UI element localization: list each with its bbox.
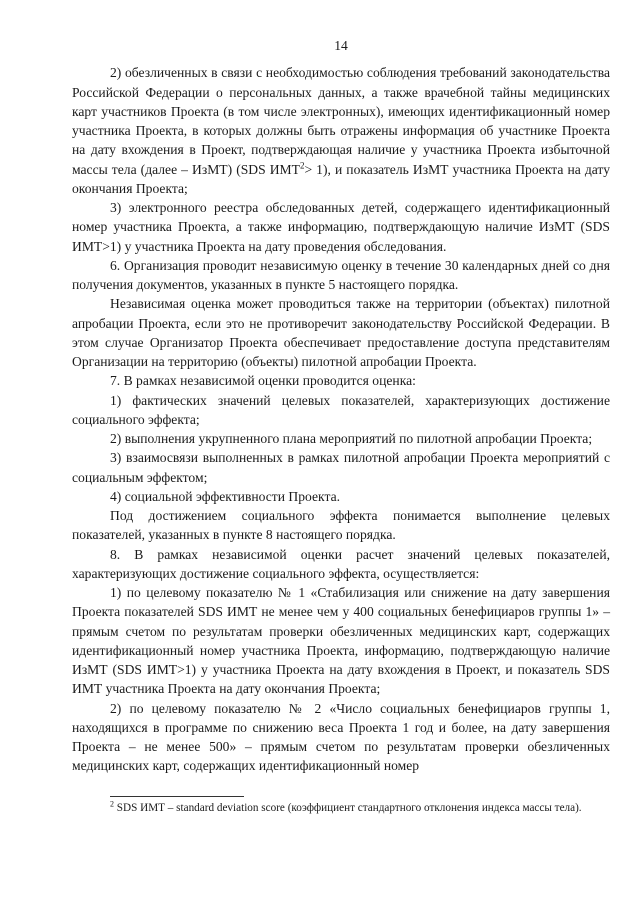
paragraph-independent-assessment: Независимая оценка может проводиться также на территории (объектах) пилотной апробации Проекта, если это не противоречит законодательству Российской Федерации. В этом случае Организатор Проекта обеспечивает предоставление доступа представителям Организации на территорию (объекты) пилотной апробации Проекта. (72, 296, 610, 369)
footnote-marker: 2 (110, 798, 114, 808)
paragraph-item-2: 2) обезличенных в связи с необходимостью соблюдения требований законодательства Российской Федерации о персональных данных, а также врачебной тайны медицинских карт участников Проекта (в том числе электронных), имеющих идентификационный номер участника Проекта, в которых должны быть отражены информация об участнике Проекта на дату вхождения в Проект, подтверждающая наличие у участника Проекта избыточной массы тела (далее – ИзМТ) (SDS $ИМТ^2> 1$), и показатель ИзМТ участника Проекта на дату окончания Проекта; (72, 65, 610, 196)
page-number: 14 (334, 38, 348, 53)
document-page (72, 36, 610, 816)
paragraph-item-3: 3) электронного реестра обследованных детей, содержащего идентификационный номер участника Проекта, а также информацию, подтверждающую наличие ИзМТ (SDS ИМТ>1) у участника Проекта на дату проведения обследования. (72, 200, 610, 254)
paragraph-section-6: 6. Организация проводит независимую оценку в течение 30 календарных дней со дня получения документов, указанных в пункте 5 настоящего порядка. (72, 257, 610, 292)
footnote-reference[interactable]: 2 (299, 159, 305, 170)
paragraph-social-effect-definition: Под достижением социального эффекта понимается выполнение целевых показателей, указанных в пункте 8 настоящего порядка. (72, 508, 610, 543)
paragraph-7-item-1: 1) фактических значений целевых показателей, характеризующих достижение социального эффекта; (72, 392, 610, 427)
paragraph-section-8: 8. В рамках независимой оценки расчет значений целевых показателей, характеризующих достижение социального эффекта, осуществляется: (72, 546, 610, 581)
paragraph-8-item-2: 2) по целевому показателю № 2 «Число социальных бенефициаров группы 1, находящихся в программе по снижению веса Проекта 1 год и более, на дату завершения Проекта – не менее 500» – прямым счетом по результатам проверки обезличенных медицинских карт, содержащих идентификационный номер (72, 700, 610, 774)
paragraph-7-item-4: 4) социальной эффективности Проекта. (110, 488, 340, 504)
footnote (72, 798, 610, 816)
footnote-text: SDS ИМТ – standard deviation score (коэффициент стандартного отклонения индекса массы тела). (114, 801, 582, 814)
paragraph-8-item-1: 1) по целевому показателю № 1 «Стабилизация или снижение на дату завершения Проекта показателей SDS ИМТ не менее чем у 400 социальных бенефициаров группы 1» – прямым счетом по результатам проверки обезличенных медицинских карт, содержащих идентификационный номер участника Проекта, информацию, подтверждающую наличие ИзМТ (SDS ИМТ>1) у участника Проекта на дату вхождения в Проект, и показатель SDS ИМТ участника Проекта на дату окончания Проекта; (72, 585, 610, 697)
paragraph-7-item-2: 2) выполнения укрупненного плана мероприятий по пилотной апробации Проекта; (110, 431, 593, 446)
footnote-divider (110, 796, 244, 797)
paragraph-7-item-3: 3) взаимосвязи выполненных в рамках пилотной апробации Проекта мероприятий с социальным эффектом; (72, 450, 610, 485)
paragraph-section-7: 7. В рамках независимой оценки проводится оценка: (110, 373, 416, 389)
